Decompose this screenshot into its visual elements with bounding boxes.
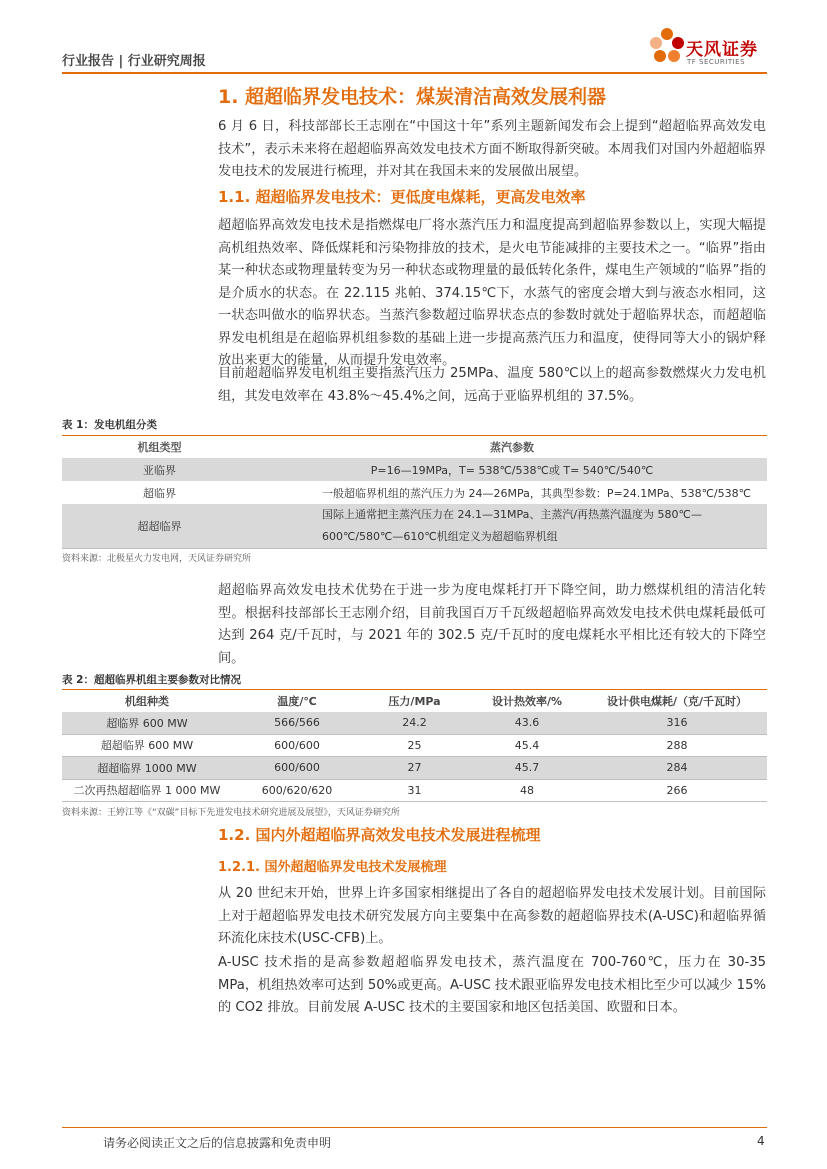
table-1-cell: 一般超临界机组的蒸汽压力为 24—26MPa，其典型参数：P=24.1MPa、538℃/538℃: [322, 486, 751, 500]
section-1-2-1-title: 1.2.1. 国外超超临界发电技术发展梳理: [218, 860, 447, 875]
table-2-cell: 25: [362, 734, 467, 757]
table-2-source: 资料来源：王婷江等《“双碳”目标下先进发电技术研究进展及展望》，天风证券研究所: [62, 808, 400, 818]
table-1-cell: 国际上通常把主蒸汽压力在 24.1—31MPa、主蒸汽/再热蒸汽温度为 580℃—600℃/580℃—610℃机组定义为超超临界机组: [257, 504, 767, 549]
table-row: [62, 712, 767, 734]
section-1-1-paragraph-1: 超超临界高效发电技术是指燃煤电厂将水蒸汽压力和温度提高到超临界参数以上，实现大幅提高机组热效率、降低煤耗和污染物排放的技术，是火电节能减排的主要技术之一。“临界”指由某一种状态或物理量转变为另一种状态或物理量的最低转化条件，煤电生产领域的“临界”指的是介质水的状态。在 22.115 兆帕、374.15℃下，水蒸气的密度会增大到与液态水相同，这一状态叫做水的临界状态。当蒸汽参数超过临界状态点的参数时就处于超临界状态，而超超临界发电机组是在超临界机组参数的基础上进一步提高蒸汽压力和温度，使得同等大小的锅炉释放出来更大的能量，从而提升发电效率。: [218, 218, 766, 368]
footer-divider: [62, 1127, 767, 1128]
table-1: [62, 435, 767, 549]
table-2-header: 压力/MPa: [362, 690, 467, 713]
table-2-cell: 600/620/620: [232, 779, 362, 802]
table-row: [62, 757, 767, 780]
page-number: 4: [757, 1134, 765, 1148]
table-2-cell: 二次再热超超临界 1 000 MW: [62, 779, 232, 802]
table-1-header-param: 蒸汽参数: [257, 436, 767, 459]
section-1-2-1-paragraph-2: A-USC 技术指的是高参数超超临界发电技术，蒸汽温度在 700-760℃，压力在 30-35 MPa，机组热效率可达到 50%或更高。A-USC 技术跟亚临界发电技术相比至少可以减少 15%的 CO2 排放。目前发展 A-USC 技术的主要国家和地区包括美国、欧盟和日本。: [218, 955, 766, 1015]
table-2-cell: 288: [587, 734, 767, 757]
table-1-header-type: 机组类型: [62, 436, 257, 459]
table-row: [62, 504, 767, 549]
table-2-cell: 45.4: [467, 734, 587, 757]
table-2-cell: 316: [587, 712, 767, 734]
section-1-2-1-paragraph-1: 从 20 世纪末开始，世界上许多国家相继提出了各自的超超临界发电技术发展计划。目前国际上对于超超临界发电技术研究发展方向主要集中在高参数的超超临界技术(A-USC)和超临界循环流化床技术(USC-CFB)上。: [218, 886, 766, 946]
table-1-cell: 超超临界: [62, 504, 257, 549]
section-1-1-paragraph-2: 目前超超临界发电机组主要指蒸汽压力 25MPa、温度 580℃以上的超高参数燃煤火力发电机组，其发电效率在 43.8%～45.4%之间，远高于亚临界机组的 37.5%。: [218, 366, 766, 404]
table-2-cell: 超超临界 1000 MW: [62, 757, 232, 780]
section-1-2-title: 1.2. 国内外超超临界高效发电技术发展进程梳理: [218, 826, 541, 844]
table-2-cell: 超临界 600 MW: [62, 712, 232, 734]
table-2-cell: 24.2: [362, 712, 467, 734]
section-1-title: 1. 超超临界发电技术：煤炭清洁高效发展利器: [218, 86, 607, 108]
section-1-1-title: 1.1. 超超临界发电技术：更低度电煤耗，更高发电效率: [218, 188, 586, 206]
coal-consumption-paragraph: 超超临界高效发电技术优势在于进一步为度电煤耗打开下降空间，助力燃煤机组的清洁化转型。根据科技部部长王志刚介绍，目前我国百万千瓦级超超临界高效发电技术供电煤耗最低可达到 264 克/千瓦时，与 2021 年的 302.5 克/千瓦时的度电煤耗水平相比还有较大的下降空间。: [218, 583, 766, 666]
report-breadcrumb: 行业报告 | 行业研究周报: [62, 54, 206, 69]
table-2-cell: 45.7: [467, 757, 587, 780]
table-2-cell: 43.6: [467, 712, 587, 734]
table-2-header: 设计热效率/%: [467, 690, 587, 713]
table-row: [62, 779, 767, 802]
table-1-source: 资料来源：北极星火力发电网，天风证券研究所: [62, 554, 252, 564]
table-2-header: 机组种类: [62, 690, 232, 713]
table-2-cell: 31: [362, 779, 467, 802]
logo-subtitle: TF SECURITIES: [687, 58, 746, 66]
table-2: [62, 689, 767, 802]
table-2-cell: 超超临界 600 MW: [62, 734, 232, 757]
table-2-cell: 266: [587, 779, 767, 802]
table-2-header: 设计供电煤耗/（克/千瓦时）: [587, 690, 767, 713]
table-2-cell: 284: [587, 757, 767, 780]
table-1-cell: P=16—19MPa，T= 538℃/538℃或 T= 540℃/540℃: [370, 463, 654, 477]
logo-flower-icon: [648, 26, 686, 68]
table-2-caption: 表 2：超超临界机组主要参数对比情况: [62, 674, 241, 686]
table-1-caption: 表 1：发电机组分类: [62, 419, 157, 431]
table-1-cell: 超临界: [143, 486, 176, 500]
table-row: [62, 734, 767, 757]
table-2-cell: 27: [362, 757, 467, 780]
logo-name: 天风证券: [686, 40, 758, 60]
header-divider: [62, 72, 767, 74]
table-2-cell: 600/600: [232, 734, 362, 757]
table-1-cell: 亚临界: [143, 463, 176, 477]
table-row: [62, 481, 767, 504]
section-1-intro: 6 月 6 日，科技部部长王志刚在“中国这十年”系列主题新闻发布会上提到“超超临界高效发电技术”，表示未来将在超超临界高效发电技术方面不断取得新突破。本周我们对国内外超超临界发电技术的发展进行梳理，并对其在我国未来的发展做出展望。: [218, 119, 766, 179]
table-2-cell: 600/600: [232, 757, 362, 780]
table-2-cell: 48: [467, 779, 587, 802]
table-2-cell: 566/566: [232, 712, 362, 734]
table-2-header: 温度/℃: [232, 690, 362, 713]
table-row: [62, 458, 767, 481]
footer-disclaimer: 请务必阅读正文之后的信息披露和免责申明: [103, 1136, 332, 1150]
